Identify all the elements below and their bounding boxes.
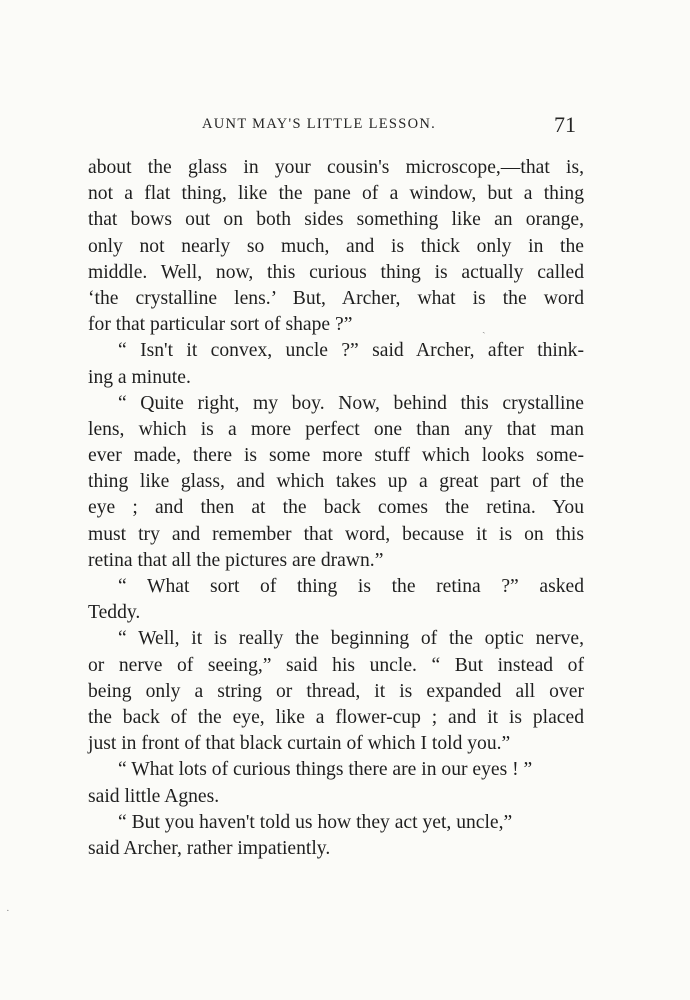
paragraph: [88, 338, 584, 390]
running-title: AUNT MAY'S LITTLE LESSON.: [202, 116, 437, 132]
paragraph: [88, 391, 584, 574]
text-line: about the glass in your cousin's microscope,—that is,: [88, 157, 584, 178]
body-text: [88, 155, 584, 862]
text-line: “ Quite right, my boy. Now, behind this crystalline: [118, 392, 584, 414]
text-line: that bows out on both sides something like an orange,: [88, 209, 584, 231]
text-line: ing a minute.: [88, 366, 191, 388]
text-line: retina that all the pictures are drawn.”: [88, 549, 384, 571]
text-line: middle. Well, now, this curious thing is actually called: [88, 261, 584, 283]
paragraph: [88, 757, 584, 809]
text-line: lens, which is a more perfect one than any that man: [88, 418, 584, 440]
text-line: being only a string or thread, it is expanded all over: [88, 680, 584, 702]
text-line: not a flat thing, like the pane of a window, but a thing: [88, 183, 584, 205]
text-line: only not nearly so much, and is thick only in the: [88, 235, 584, 257]
text-line: “ Isn't it convex, uncle ?” said Archer, after think-: [118, 340, 584, 362]
text-line: “ What sort of thing is the retina ?” asked: [118, 576, 584, 597]
text-line: must try and remember that word, because it is on this: [88, 523, 584, 545]
paragraph: [88, 574, 584, 626]
text-line: “ Well, it is really the beginning of the optic nerve,: [118, 628, 584, 650]
paper-speck: ˎ: [482, 322, 486, 334]
text-line: “ What lots of curious things there are in our eyes ! ”: [118, 759, 533, 781]
text-line: eye ; and then at the back comes the retina. You: [88, 497, 584, 519]
text-line: the back of the eye, like a flower-cup ; and it is placed: [88, 706, 584, 728]
paragraph: [88, 626, 584, 757]
text-line: “ But you haven't told us how they act yet, uncle,”: [118, 811, 513, 833]
text-line: said Archer, rather impatiently.: [88, 837, 331, 859]
page-number: 71: [554, 112, 576, 137]
text-line: for that particular sort of shape ?”: [88, 314, 353, 336]
text-line: ever made, there is some more stuff which looks some-: [88, 445, 584, 467]
text-line: thing like glass, and which takes up a great part of the: [88, 471, 584, 493]
paragraph: [88, 155, 584, 338]
text-line: or nerve of seeing,” said his uncle. “ But instead of: [88, 654, 584, 676]
paragraph: [88, 810, 584, 862]
running-head: [0, 112, 690, 142]
text-line: said little Agnes.: [88, 785, 220, 807]
paper-speck: ·: [6, 905, 10, 917]
text-line: just in front of that black curtain of which I told you.”: [88, 733, 511, 755]
text-line: ‘the crystalline lens.’ But, Archer, what is the word: [88, 287, 584, 309]
text-line: Teddy.: [88, 602, 141, 624]
